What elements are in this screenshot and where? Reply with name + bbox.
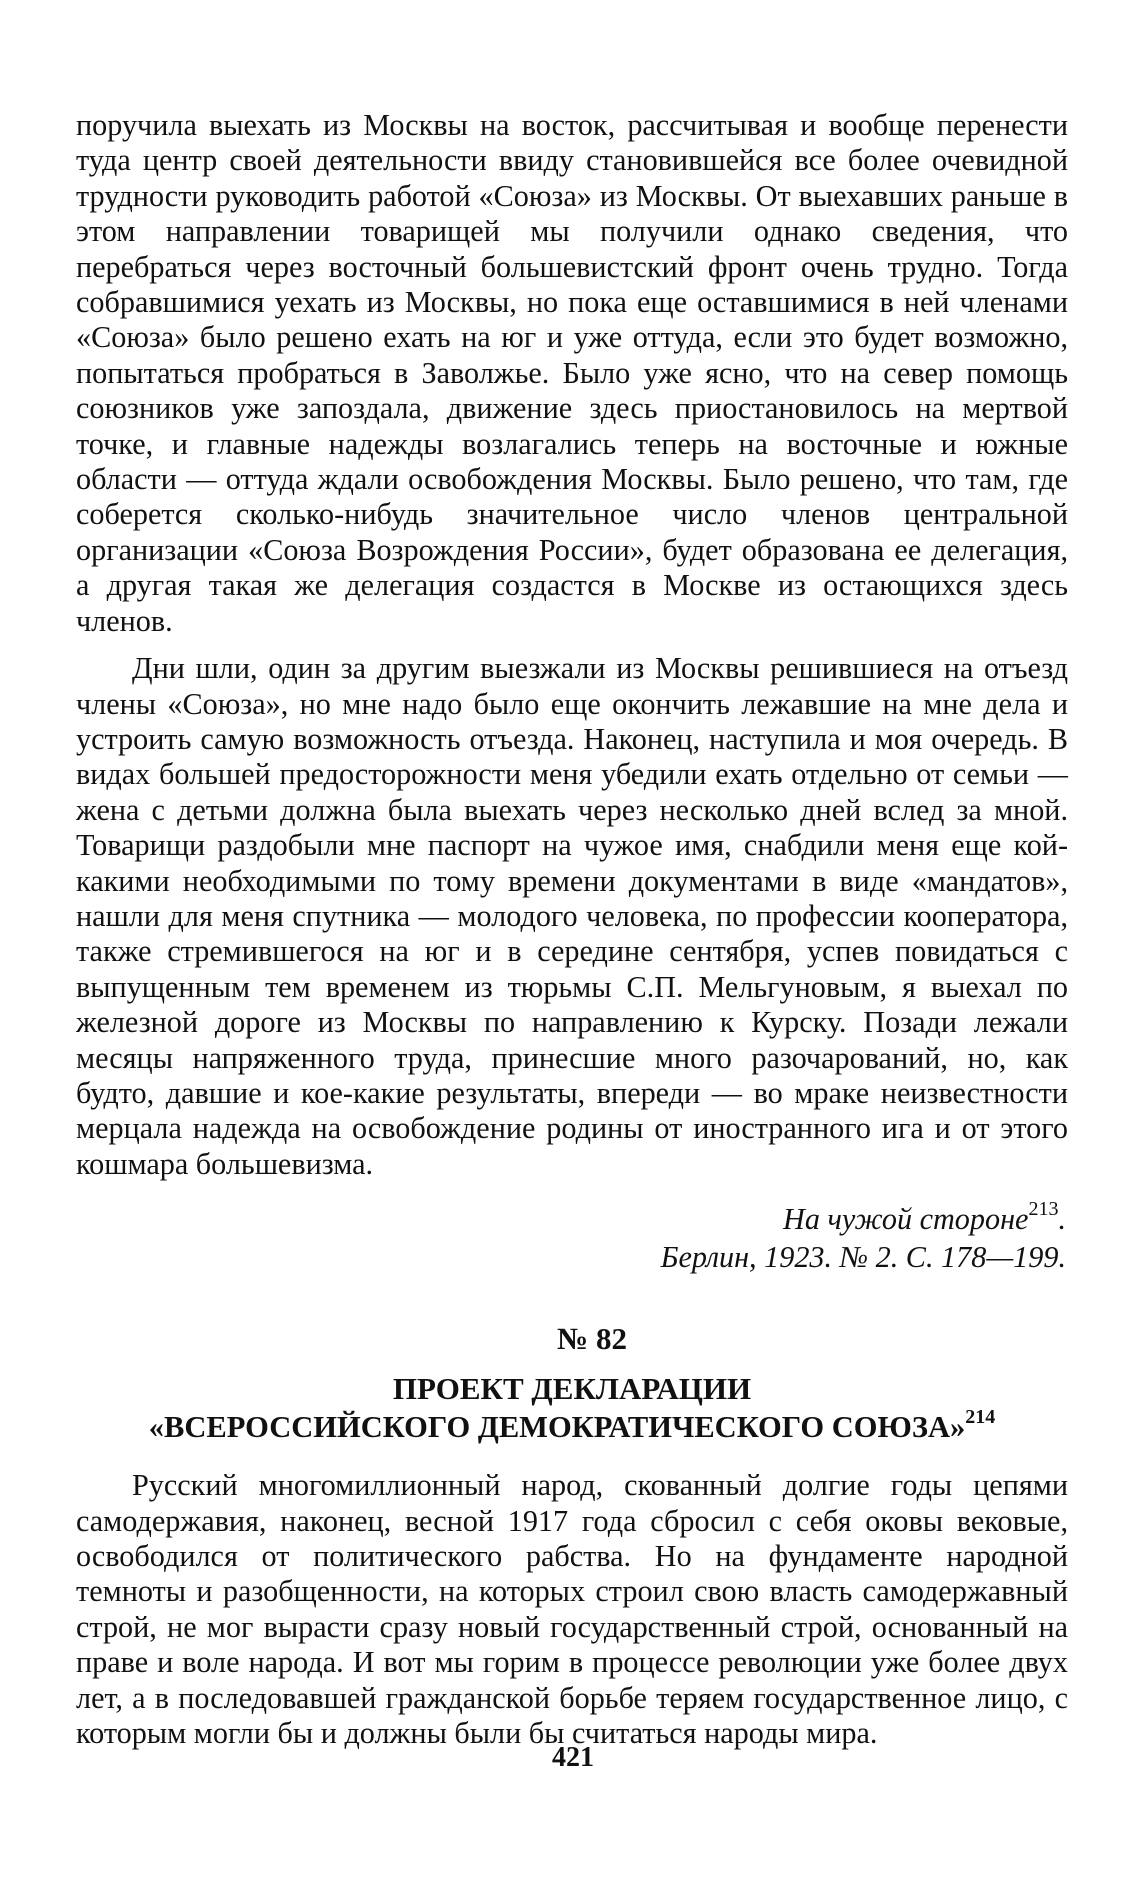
source-line-1 bbox=[76, 1200, 1066, 1238]
source-title: На чужой стороне bbox=[783, 1202, 1029, 1237]
document-number: № 82 bbox=[557, 1321, 627, 1357]
document-title-line-2 bbox=[76, 1408, 1068, 1446]
paragraph-departure: Дни шли, один за другим выезжали из Москвы решившиеся на отъезд члены «Союза», но мне надо было еще окончить лежавшие на мне дела и устроить самую возможность отъезда. Наконец, наступила и моя очередь. В видах большей предосторожности меня убедили ехать отдельно от семьи — жена с детьми должна была выехать через несколько дней вслед за мной. Товарищи раздобыли мне паспорт на чужое имя, снабдили меня еще кой-какими необходимыми по тому времени документами в виде «мандатов», нашли для меня спутника — молодого человека, по профессии кооператора, также стремившегося на юг и в середине сентября, успев повидаться с выпущенным тем временем из тюрьмы С.П. Мельгуновым, я выехал по железной дороге из Москвы по направлению к Курску. Позади лежали месяцы напряженного труда, принесшие много разочарований, но, как будто, давшие и кое-какие результаты, впереди — во мраке неизвестности мерцала надежда на освобождение родины от иностранного ига и от этого кошмара большевизма. bbox=[76, 651, 1068, 1181]
footnote-ref-213: 213 bbox=[1028, 1198, 1059, 1221]
page-number: 421 bbox=[552, 1742, 594, 1773]
document-title-line-1: ПРОЕКТ ДЕКЛАРАЦИИ bbox=[392, 1371, 752, 1407]
document-title-text: «ВСЕРОССИЙСКОГО ДЕМОКРАТИЧЕСКОГО СОЮЗА» bbox=[148, 1410, 966, 1445]
source-line-2: Берлин, 1923. № 2. С. 178—199. bbox=[660, 1240, 1066, 1275]
paragraph-continuation: поручила выехать из Москвы на восток, рассчитывая и вообще перенести туда центр своей деятельности ввиду становившейся все более очевидной трудности руководить работой «Союза» из Москвы. От выехавших раньше в этом направлении товарищей мы получили однако сведения, что перебраться через восточный большевистский фронт очень трудно. Тогда собравшимися уехать из Москвы, но пока еще оставшимися в ней членами «Союза» было решено ехать на юг и уже оттуда, если это будет возможно, попытаться пробраться в Заволжье. Было уже ясно, что на север помощь союзников уже запоздала, движение здесь приостановилось на мертвой точке, и главные надежды возлагались теперь на восточные и южные области — оттуда ждали освобождения Москвы. Было решено, что там, где соберется сколько-нибудь значительное число членов центральной организации «Союза Возрождения России», будет образована ее делегация, а другая такая же делегация создастся в Москве из остающихся здесь членов. bbox=[76, 108, 1068, 638]
document-title bbox=[76, 1370, 1068, 1446]
text-block bbox=[76, 108, 1068, 1751]
source-title-period: . bbox=[1058, 1202, 1066, 1237]
source-citation bbox=[76, 1200, 1068, 1276]
paragraph-declaration: Русский многомиллионный народ, скованный долгие годы цепями самодержавия, наконец, весной 1917 года сбросил с себя оковы вековые, освободился от политического рабства. Но на фундаменте народной темноты и разобщенности, на которых строил свою власть самодержавный строй, не мог вырасти сразу новый государственный строй, основанный на праве и воле народа. И вот мы горим в процессе революции уже более двух лет, а в последовавшей гражданской борьбе теряем государственное лицо, с которым могли бы и должны были бы считаться народы мира. bbox=[76, 1468, 1068, 1751]
footnote-ref-214: 214 bbox=[965, 1406, 996, 1429]
